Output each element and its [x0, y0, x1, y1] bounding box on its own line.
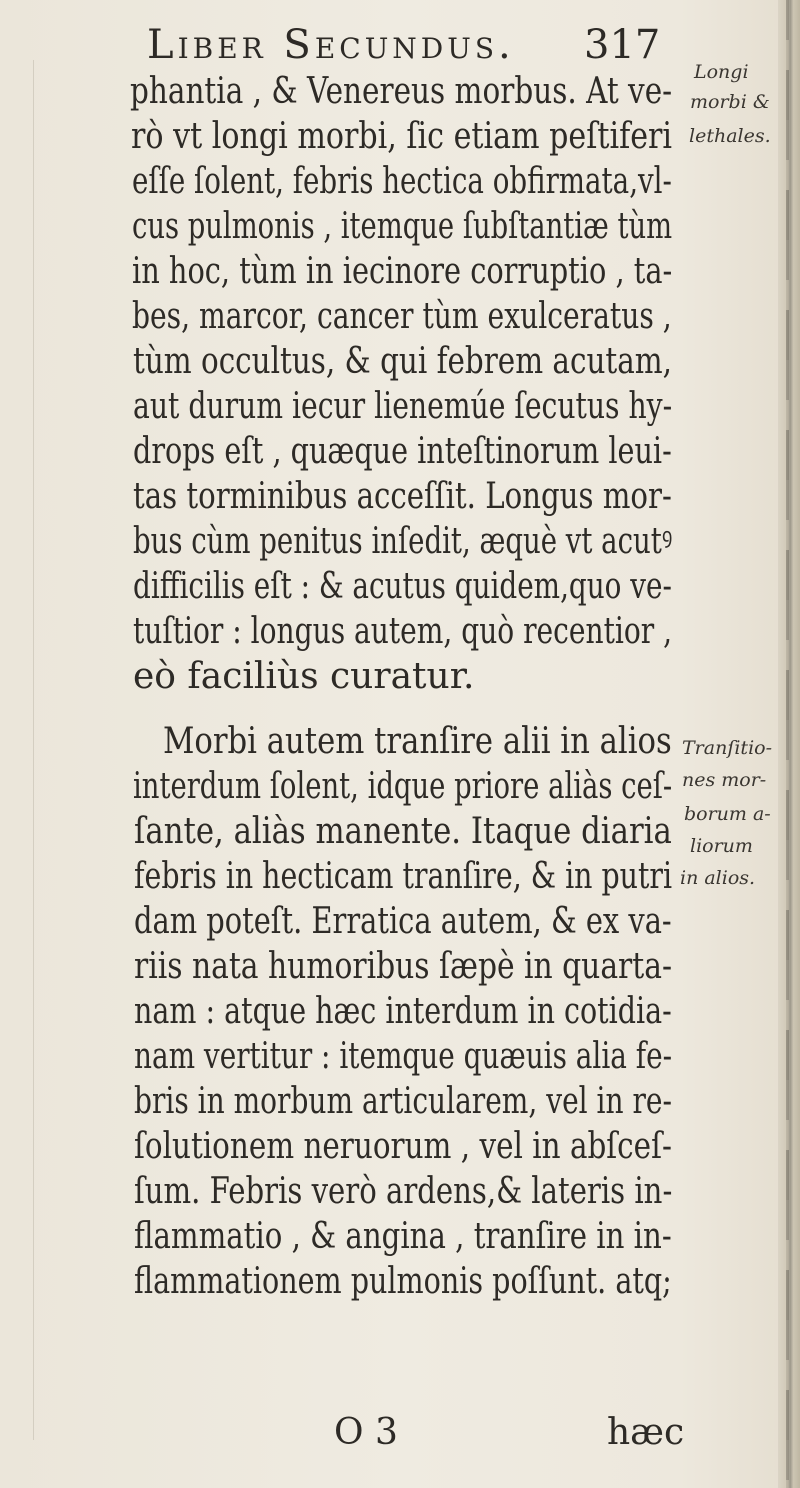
margin-note: morbi &	[690, 91, 770, 113]
text-line: riis nata humoribus ſæpè in quarta-	[134, 946, 672, 987]
text-line: eò faciliùs curatur.	[133, 656, 475, 697]
text-line: dam poteſt. Erratica autem, & ex va-	[134, 901, 672, 942]
margin-note: in alios.	[680, 867, 756, 889]
text-line: ſante, aliàs manente. Itaque diaria	[134, 811, 672, 852]
text-line: flammatio , & angina , tranſire in in-	[134, 1216, 672, 1257]
margin-note: lethales.	[689, 125, 771, 147]
text-line: in hoc, tùm in iecinore corruptio , ta-	[132, 251, 673, 292]
text-line: ſum. Febris verò ardens,& lateris in-	[134, 1171, 673, 1212]
text-line: drops eſt , quæque inteſtinorum leui-	[133, 431, 672, 472]
text-line: tuſtior : longus autem, quò recentior ,	[133, 611, 673, 652]
text-line: tas torminibus acceſſit. Longus mor-	[133, 476, 672, 517]
text-line: eſſe ſolent, febris hectica obfirmata,vl-	[132, 161, 672, 202]
text-line: flammationem pulmonis poſſunt. atq;	[134, 1261, 672, 1302]
margin-note: Longi	[694, 61, 749, 83]
page-number: 317	[584, 22, 661, 68]
catchword: hæc	[607, 1412, 685, 1453]
text-line: nam : atque hæc interdum in cotidia-	[134, 991, 672, 1032]
margin-note: Tranſitio-	[682, 737, 772, 759]
text-line: phantia , & Venereus morbus. At ve-	[130, 71, 673, 112]
text-line: interdum ſolent, idque priore aliàs ceſ-	[133, 766, 673, 807]
text-line: tùm occultus, & qui febrem acutam,	[133, 341, 672, 382]
text-line: nam vertitur : itemque quæuis alia fe-	[134, 1036, 673, 1077]
margin-note: borum a-	[684, 803, 771, 825]
text-line: difficilis eſt : & acutus quidem,quo ve-	[133, 566, 672, 607]
text-line: ſolutionem neruorum , vel in abſceſ-	[134, 1126, 672, 1167]
text-line: aut durum iecur lienemúe ſecutus hy-	[133, 386, 673, 427]
text-line: rò vt longi morbi, ſic etiam peſtiferi	[131, 116, 673, 157]
text-line: cus pulmonis , itemque ſubſtantiæ tùm	[132, 206, 673, 247]
page-footer	[0, 1412, 800, 1456]
text-line: Morbi autem tranſire alii in alios	[163, 721, 672, 762]
margin-note: liorum	[690, 835, 753, 857]
text-line: bes, marcor, cancer tùm exulceratus ,	[132, 296, 672, 337]
signature-mark: O 3	[334, 1412, 398, 1453]
text-line: bris in morbum articularem, vel in re-	[134, 1081, 672, 1122]
text-line: bus cùm penitus inſedit, æquè vt acutꝰ	[133, 521, 673, 562]
margin-note: nes mor-	[682, 769, 767, 791]
text-line: febris in hecticam tranſire, & in putri	[134, 856, 673, 897]
running-head: Liber Secundus.	[147, 22, 515, 68]
